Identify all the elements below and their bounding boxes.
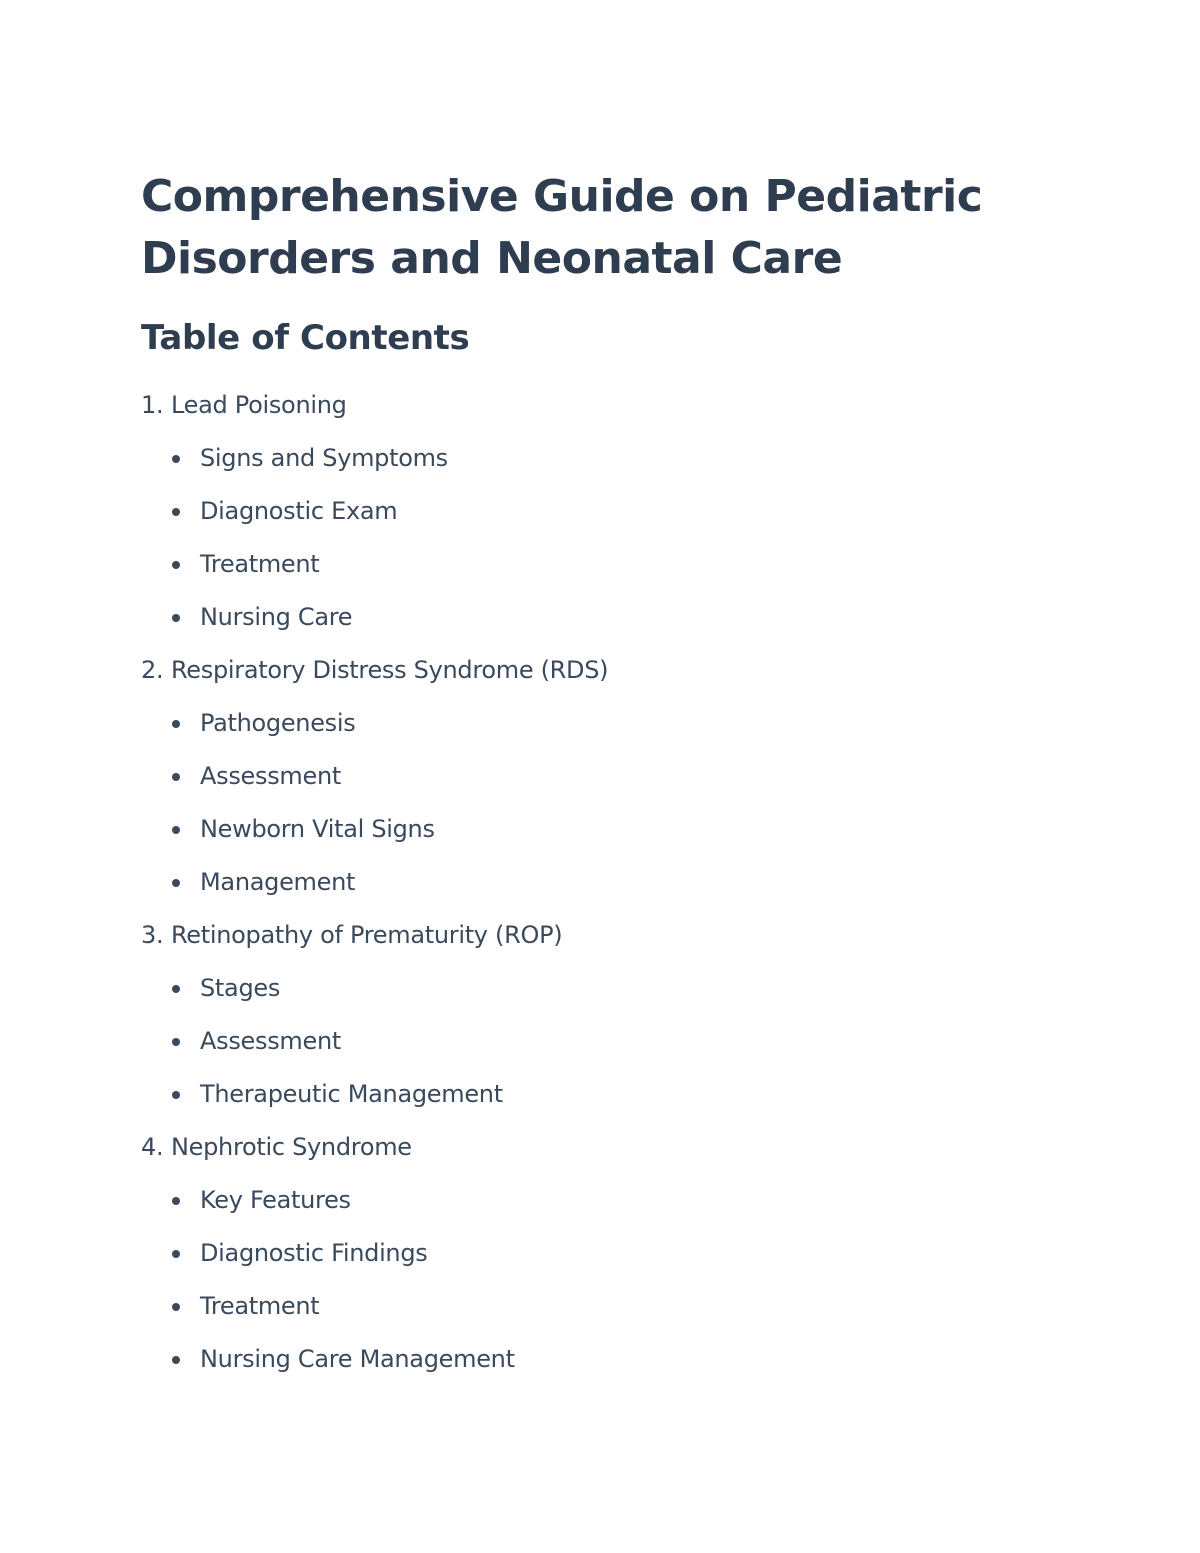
toc-subsection-item — [141, 812, 1041, 865]
subsection-label: Treatment — [200, 1292, 320, 1320]
toc-subsection-item — [141, 865, 1041, 918]
bullet-icon — [172, 1091, 180, 1099]
toc-subsection-item — [141, 547, 1041, 600]
section-number: 1. — [141, 391, 164, 419]
section-number: 4. — [141, 1133, 164, 1161]
subsection-label: Diagnostic Exam — [200, 497, 398, 525]
toc-subsection-list — [141, 971, 1041, 1130]
section-title: Nephrotic Syndrome — [171, 1133, 412, 1161]
toc-subsection-item — [141, 441, 1041, 494]
toc-section-heading — [141, 653, 1041, 706]
toc-subsection-item — [141, 971, 1041, 1024]
toc-subsection-item — [141, 1342, 1041, 1395]
subsection-label: Pathogenesis — [200, 709, 356, 737]
toc-subsection-item — [141, 1183, 1041, 1236]
bullet-icon — [172, 773, 180, 781]
bullet-icon — [172, 508, 180, 516]
subsection-label: Therapeutic Management — [200, 1080, 503, 1108]
section-number: 2. — [141, 656, 164, 684]
toc-section-heading — [141, 1130, 1041, 1183]
toc-section — [141, 388, 1041, 653]
subsection-label: Assessment — [200, 762, 341, 790]
section-title: Retinopathy of Prematurity (ROP) — [171, 921, 563, 949]
subsection-label: Key Features — [200, 1186, 351, 1214]
document-title: Comprehensive Guide on Pediatric Disorders and Neonatal Care — [141, 171, 983, 284]
bullet-icon — [172, 1356, 180, 1364]
bullet-icon — [172, 1038, 180, 1046]
bullet-icon — [172, 720, 180, 728]
bullet-icon — [172, 1197, 180, 1205]
toc-heading: Table of Contents — [141, 318, 470, 358]
toc-subsection-item — [141, 759, 1041, 812]
bullet-icon — [172, 826, 180, 834]
subsection-label: Signs and Symptoms — [200, 444, 448, 472]
subsection-label: Nursing Care Management — [200, 1345, 515, 1373]
toc-section — [141, 1130, 1041, 1395]
subsection-label: Newborn Vital Signs — [200, 815, 435, 843]
subsection-label: Assessment — [200, 1027, 341, 1055]
bullet-icon — [172, 985, 180, 993]
toc-subsection-list — [141, 706, 1041, 918]
toc-subsection-list — [141, 1183, 1041, 1395]
toc-section-heading — [141, 388, 1041, 441]
bullet-icon — [172, 561, 180, 569]
toc-section — [141, 918, 1041, 1130]
toc-subsection-list — [141, 441, 1041, 653]
subsection-label: Nursing Care — [200, 603, 353, 631]
table-of-contents — [141, 388, 1041, 1395]
toc-section-heading — [141, 918, 1041, 971]
section-number: 3. — [141, 921, 164, 949]
bullet-icon — [172, 1250, 180, 1258]
section-title: Lead Poisoning — [171, 391, 347, 419]
toc-subsection-item — [141, 494, 1041, 547]
toc-subsection-item — [141, 600, 1041, 653]
subsection-label: Management — [200, 868, 356, 896]
bullet-icon — [172, 614, 180, 622]
subsection-label: Treatment — [200, 550, 320, 578]
toc-section — [141, 653, 1041, 918]
bullet-icon — [172, 455, 180, 463]
toc-subsection-item — [141, 1236, 1041, 1289]
subsection-label: Stages — [200, 974, 281, 1002]
bullet-icon — [172, 879, 180, 887]
bullet-icon — [172, 1303, 180, 1311]
subsection-label: Diagnostic Findings — [200, 1239, 428, 1267]
section-title: Respiratory Distress Syndrome (RDS) — [171, 656, 609, 684]
toc-subsection-item — [141, 1024, 1041, 1077]
toc-subsection-item — [141, 1077, 1041, 1130]
toc-subsection-item — [141, 706, 1041, 759]
toc-subsection-item — [141, 1289, 1041, 1342]
